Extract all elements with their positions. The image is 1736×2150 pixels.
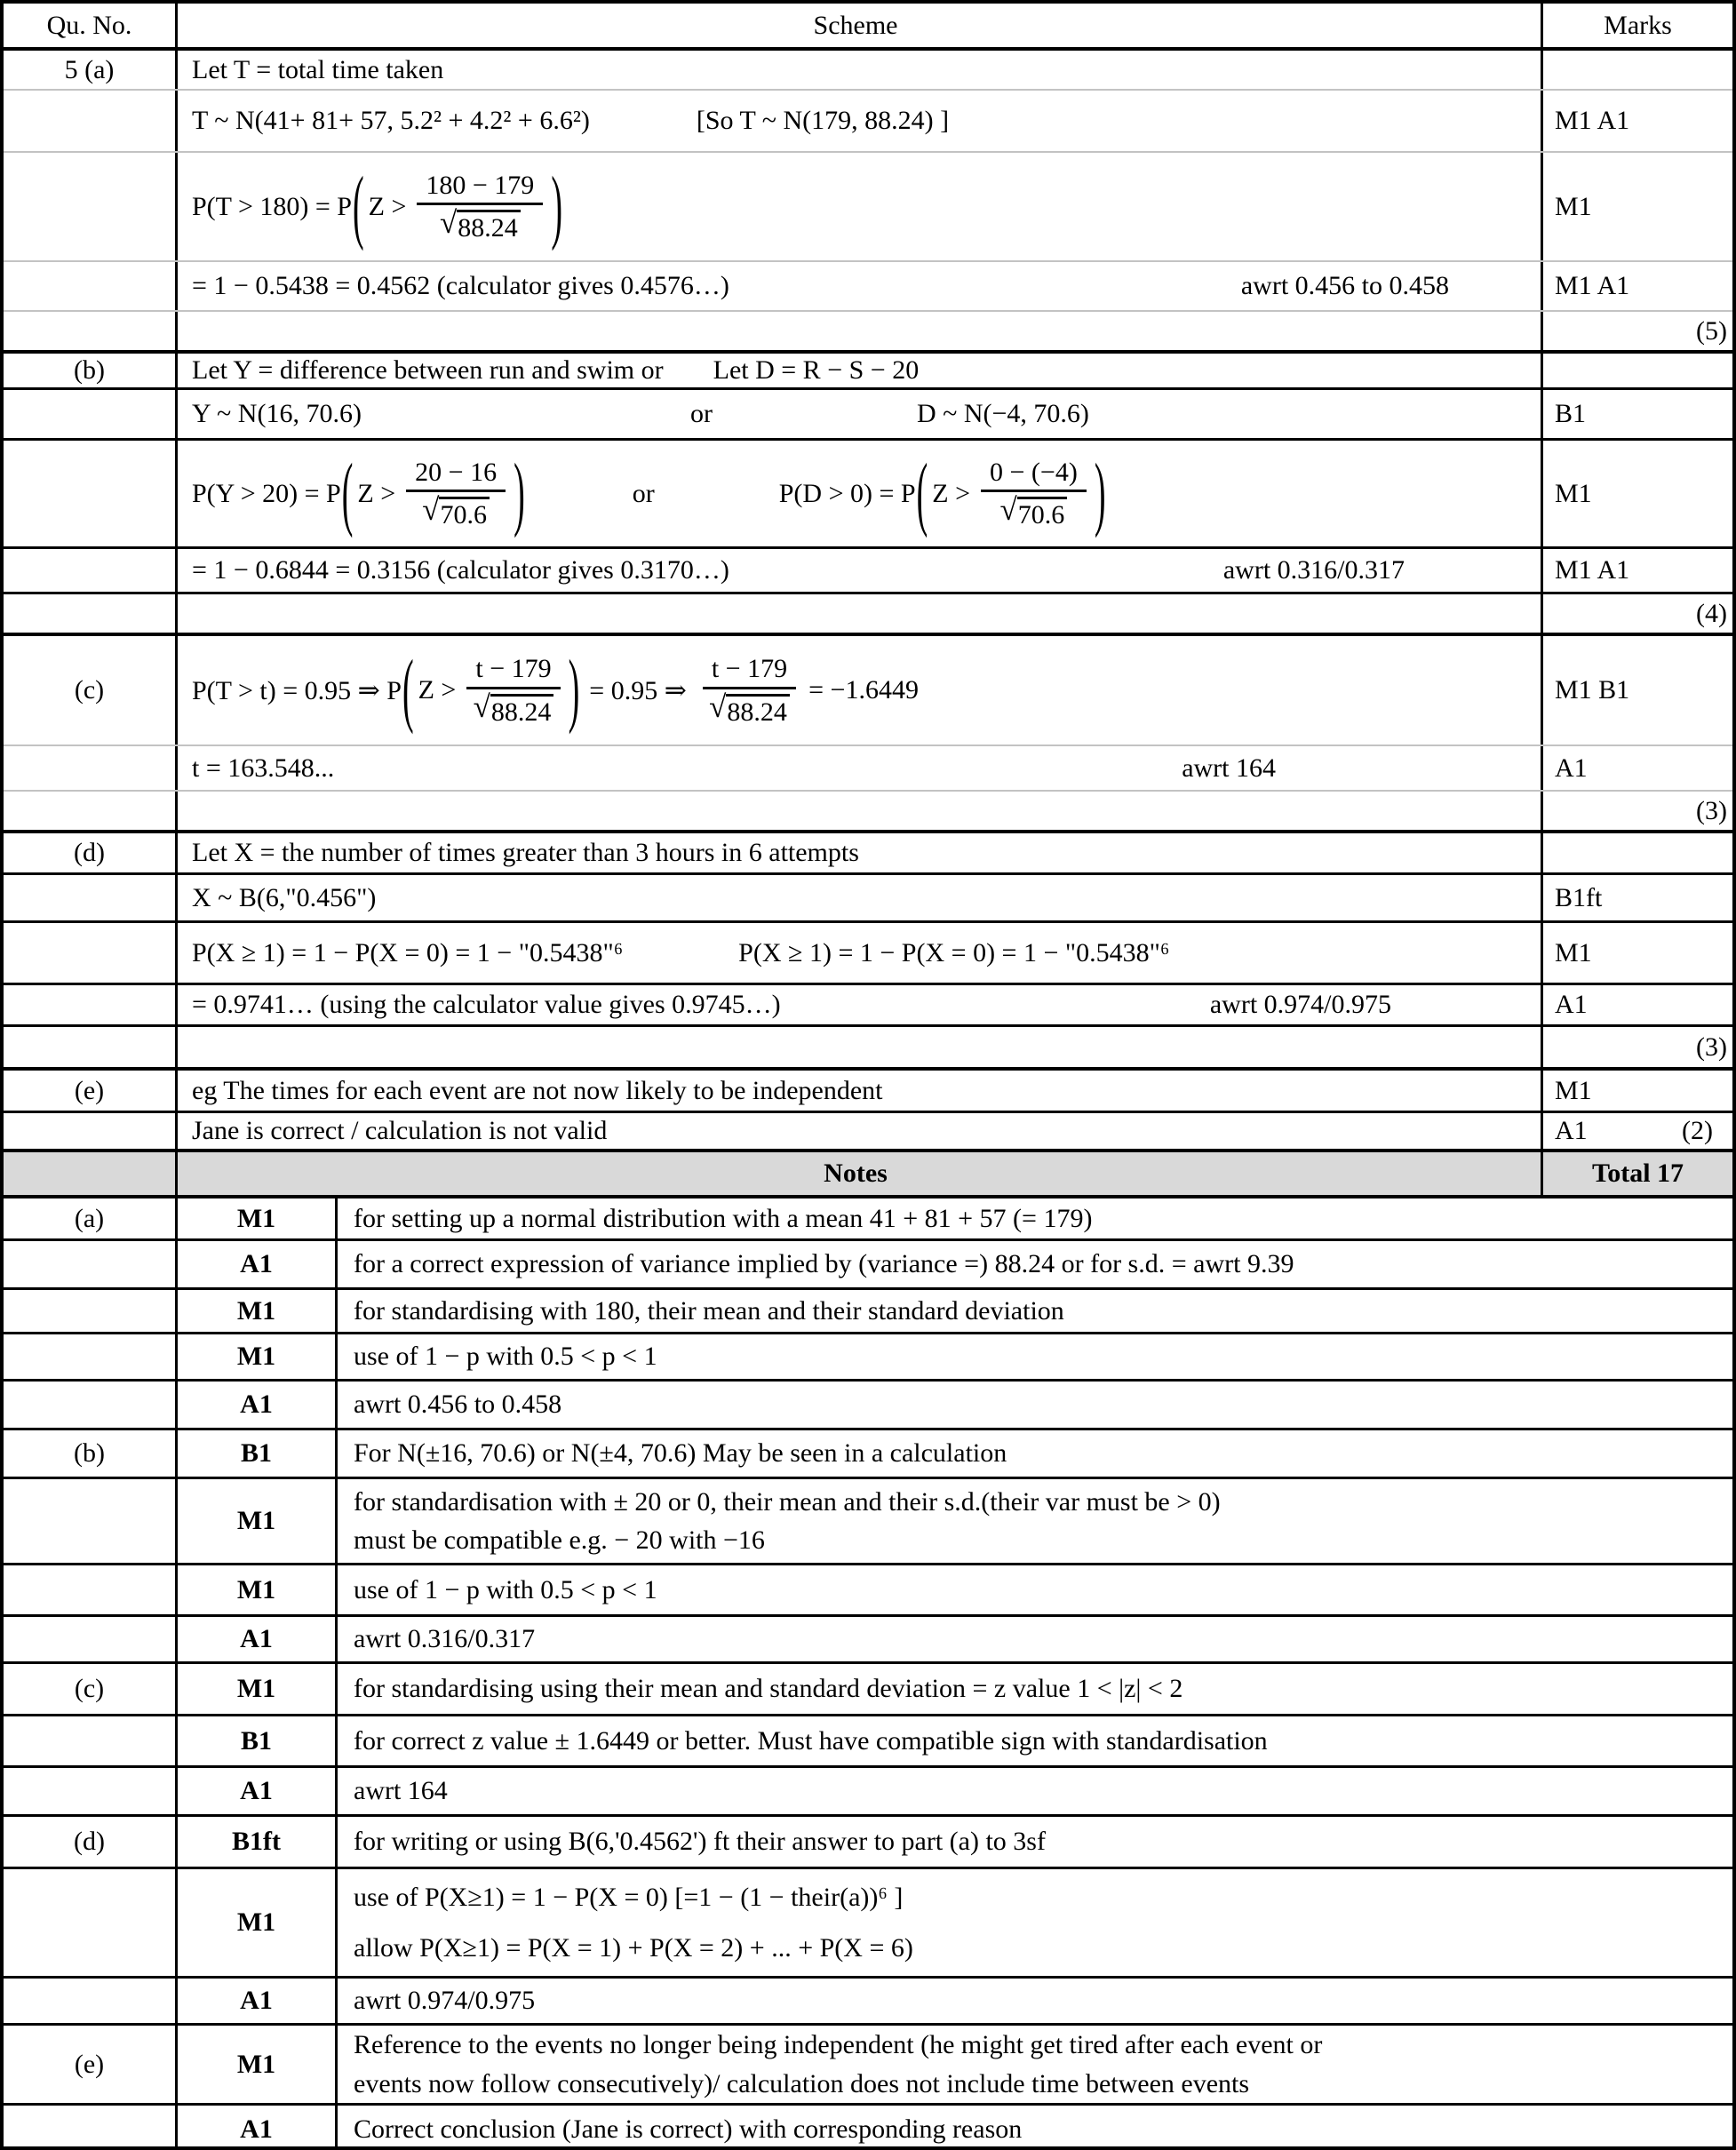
sqrt-icon: √ xyxy=(422,492,440,527)
note-qu-c: (c) xyxy=(4,1664,178,1714)
radicand: 88.24 xyxy=(726,694,790,727)
row-d-result xyxy=(4,983,1732,1024)
row-d-define xyxy=(4,830,1732,872)
define-y: Let Y = difference between run and swim or xyxy=(192,355,664,385)
fraction-numerator: t − 179 xyxy=(703,655,796,689)
awrt-note: awrt 0.456 to 0.458 xyxy=(1240,271,1449,300)
note-text: for correct z value ± 1.6449 or better. Must have compatible sign with standardisation xyxy=(354,1725,1268,1756)
note-row xyxy=(4,1287,1732,1332)
qu-label-empty xyxy=(4,746,178,790)
fraction-numerator: 0 − (−4) xyxy=(981,458,1087,493)
note-text: for writing or using B(6,'0.4562') ft their answer to part (a) to 3sf xyxy=(354,1827,1046,1857)
note-qu xyxy=(4,1241,178,1287)
distribution-expression: T ~ N(41+ 81+ 57, 5.2² + 4.2² + 6.6²) xyxy=(192,106,590,135)
note-qu-e: (e) xyxy=(4,2026,178,2103)
note-row xyxy=(4,1563,1732,1614)
note-text-cell xyxy=(338,1817,1732,1867)
awrt-note: awrt 0.316/0.317 xyxy=(1222,555,1405,585)
qu-label-empty xyxy=(4,262,178,310)
sqrt-icon: √ xyxy=(439,205,458,240)
note-code: M1 xyxy=(178,1290,338,1332)
scheme-text: Jane is correct / calculation is not valid xyxy=(178,1113,1543,1149)
scheme-formula xyxy=(178,923,1543,983)
note-code: B1ft xyxy=(178,1817,338,1867)
marks-value: M1 A1 xyxy=(1555,555,1630,585)
result-expression: = 1 − 0.6844 = 0.3156 (calculator gives 0.3170…) xyxy=(192,555,729,585)
dist-d: D ~ N(−4, 70.6) xyxy=(916,399,1089,428)
qu-label-empty xyxy=(4,1027,178,1067)
row-e-conclusion xyxy=(4,1111,1732,1149)
note-text: Reference to the events no longer being independent (he might get tired after each event or xyxy=(354,2030,1323,2059)
note-code: M1 xyxy=(178,1198,338,1238)
row-b-standardise xyxy=(4,438,1732,546)
scheme-result xyxy=(178,985,1543,1024)
note-text-cell xyxy=(338,1382,1732,1428)
note-text-cell xyxy=(338,1290,1732,1332)
qu-label-empty xyxy=(4,91,178,151)
note-text-line2: must be compatible e.g. − 20 with −16 xyxy=(354,1525,765,1555)
marks-value: A1 xyxy=(1555,990,1588,1019)
note-text: awrt 164 xyxy=(354,1776,448,1806)
scheme-empty xyxy=(178,1027,1543,1067)
note-text-cell xyxy=(338,2026,1732,2103)
scheme-text xyxy=(178,354,1543,387)
marks-value: M1 A1 xyxy=(1555,106,1630,135)
note-qu xyxy=(4,1479,178,1563)
note-qu xyxy=(4,1617,178,1661)
dist-y: Y ~ N(16, 70.6) xyxy=(192,399,362,428)
prob-d-prefix: P(D > 0) = P xyxy=(778,478,916,508)
note-code: M1 xyxy=(178,1479,338,1563)
awrt-note: awrt 0.974/0.975 xyxy=(1209,990,1391,1019)
row-d-probability xyxy=(4,920,1732,983)
z-greater: Z > xyxy=(357,478,396,508)
note-row xyxy=(4,1477,1732,1563)
fraction-numerator: 180 − 179 xyxy=(417,171,543,206)
left-paren: ( xyxy=(341,448,354,539)
scheme-formula xyxy=(178,441,1543,546)
note-code: A1 xyxy=(178,1382,338,1428)
note-text: for standardisation with ± 20 or 0, their mean and their s.d.(their var must be > 0) xyxy=(354,1486,1221,1517)
fraction-denominator xyxy=(474,689,554,727)
qu-label-empty xyxy=(4,985,178,1024)
marks-value: B1ft xyxy=(1555,882,1603,912)
qu-label-empty xyxy=(4,441,178,546)
eq-mid: = 0.95 ⇒ xyxy=(589,675,687,705)
scheme-empty xyxy=(178,312,1543,350)
note-row xyxy=(4,1379,1732,1428)
note-code: M1 xyxy=(178,1869,338,1976)
subtotal-marks: (5) xyxy=(1696,315,1727,346)
marks-value xyxy=(1543,833,1732,872)
row-d-subtotal xyxy=(4,1024,1732,1067)
row-b-distribution xyxy=(4,387,1732,438)
row-a-define xyxy=(4,47,1732,89)
note-qu-b: (b) xyxy=(4,1430,178,1477)
row-a-subtotal xyxy=(4,310,1732,350)
note-row xyxy=(4,1195,1732,1238)
qu-label-d: (d) xyxy=(4,833,178,872)
left-paren: ( xyxy=(916,448,928,539)
z-greater: Z > xyxy=(932,478,970,508)
note-code: A1 xyxy=(178,1617,338,1661)
scheme-result xyxy=(178,262,1543,310)
note-row xyxy=(4,1238,1732,1287)
scheme-formula xyxy=(178,91,1543,151)
prob-expression-2: P(X ≥ 1) = 1 − P(X = 0) = 1 − "0.5438"⁶ xyxy=(738,937,1170,968)
marks-value: M1 xyxy=(1555,937,1592,968)
left-paren: ( xyxy=(352,161,364,252)
eq-prefix: P(T > t) = 0.95 ⇒ P xyxy=(192,675,402,705)
note-text: use of 1 − p with 0.5 < p < 1 xyxy=(354,1574,657,1605)
row-b-result xyxy=(4,546,1732,592)
marks-value: A1 xyxy=(1555,752,1588,783)
note-code: M1 xyxy=(178,1664,338,1714)
note-text-cell xyxy=(338,1617,1732,1661)
radicand: 70.6 xyxy=(1017,497,1068,530)
note-qu xyxy=(4,1716,178,1765)
scheme-text: eg The times for each event are not now likely to be independent xyxy=(178,1071,1543,1111)
note-qu xyxy=(4,1334,178,1379)
right-paren: ) xyxy=(514,448,525,539)
row-c-subtotal xyxy=(4,790,1732,830)
qu-label-empty xyxy=(4,312,178,350)
note-text-cell xyxy=(338,1430,1732,1477)
total-marks: Total 17 xyxy=(1543,1152,1732,1195)
note-text-cell xyxy=(338,1479,1732,1563)
note-text: For N(±16, 70.6) or N(±4, 70.6) May be seen in a calculation xyxy=(354,1438,1007,1469)
fraction xyxy=(981,458,1087,530)
scheme-formula xyxy=(178,390,1543,438)
qu-label-empty xyxy=(4,1152,178,1195)
note-row xyxy=(4,1428,1732,1477)
note-code: M1 xyxy=(178,1334,338,1379)
qu-label-5a: 5 (a) xyxy=(4,51,178,89)
fraction-denominator xyxy=(1000,492,1068,530)
note-qu xyxy=(4,1979,178,2023)
note-text: use of 1 − p with 0.5 < p < 1 xyxy=(354,1342,657,1372)
note-text-cell xyxy=(338,1198,1732,1238)
note-row xyxy=(4,1867,1732,1976)
subtotal-marks: (3) xyxy=(1696,795,1727,825)
prob-expression-1: P(X ≥ 1) = 1 − P(X = 0) = 1 − "0.5438"⁶ xyxy=(192,937,624,968)
note-row xyxy=(4,1614,1732,1661)
scheme-formula: X ~ B(6,"0.456") xyxy=(178,875,1543,920)
fraction-denominator xyxy=(709,689,790,727)
note-text-cell xyxy=(338,1716,1732,1765)
qu-label-empty xyxy=(4,549,178,592)
fraction-numerator: 20 − 16 xyxy=(406,458,506,493)
note-text: Correct conclusion (Jane is correct) with corresponding reason xyxy=(354,2114,1023,2145)
fraction xyxy=(417,171,543,243)
note-text-line2: events now follow consecutively)/ calculation does not include time between events xyxy=(354,2068,1250,2098)
note-text-cell xyxy=(338,2106,1732,2150)
row-b-define xyxy=(4,350,1732,387)
row-c-result xyxy=(4,745,1732,790)
fraction-numerator: t − 179 xyxy=(466,655,560,689)
note-qu xyxy=(4,1869,178,1976)
marks-value: M1 xyxy=(1555,191,1592,221)
note-text-line2: allow P(X≥1) = P(X = 1) + P(X = 2) + ... + P(X = 6) xyxy=(354,1933,913,1963)
distribution-note: [So T ~ N(179, 88.24) ] xyxy=(696,106,950,135)
qu-label-empty xyxy=(4,792,178,830)
note-text-cell xyxy=(338,1768,1732,1814)
marks-value: M1 xyxy=(1555,478,1592,508)
qu-label-empty xyxy=(4,923,178,983)
qu-label-b: (b) xyxy=(4,354,178,387)
z-greater: Z > xyxy=(418,675,457,705)
awrt-note: awrt 164 xyxy=(1182,752,1276,783)
note-row xyxy=(4,1661,1732,1714)
notes-header-row xyxy=(4,1149,1732,1195)
result-expression: = 0.9741… (using the calculator value gives 0.9745…) xyxy=(192,990,781,1019)
note-text-cell xyxy=(338,1565,1732,1614)
fraction xyxy=(406,458,506,530)
notes-title: Notes xyxy=(178,1152,1543,1195)
note-qu xyxy=(4,1382,178,1428)
subtotal-marks: (3) xyxy=(1696,1031,1727,1062)
right-paren: ) xyxy=(1094,448,1106,539)
prob-prefix: P(T > 180) = P xyxy=(192,191,352,221)
note-row xyxy=(4,1814,1732,1867)
note-text-cell xyxy=(338,1241,1732,1287)
header-marks: Marks xyxy=(1604,10,1672,40)
row-e-reason xyxy=(4,1067,1732,1111)
note-row xyxy=(4,1765,1732,1814)
marks-value: B1 xyxy=(1555,399,1587,428)
note-text: for standardising using their mean and standard deviation = z value 1 < |z| < 2 xyxy=(354,1674,1183,1704)
note-text: awrt 0.456 to 0.458 xyxy=(354,1390,562,1420)
or-text: or xyxy=(689,399,713,428)
sqrt-icon: √ xyxy=(999,492,1017,527)
fraction xyxy=(703,655,796,726)
row-d-distribution xyxy=(4,872,1732,920)
right-paren: ) xyxy=(551,161,562,252)
prob-y-prefix: P(Y > 20) = P xyxy=(192,478,341,508)
marks-value: M1 A1 xyxy=(1555,271,1630,300)
note-text: awrt 0.974/0.975 xyxy=(354,1986,536,2016)
note-text: use of P(X≥1) = 1 − P(X = 0) [=1 − (1 − their(a))⁶ ] xyxy=(354,1882,904,1912)
row-c-standardise xyxy=(4,633,1732,745)
note-code: B1 xyxy=(178,1716,338,1765)
note-code: A1 xyxy=(178,2106,338,2150)
qu-label-empty xyxy=(4,1113,178,1149)
marks-value xyxy=(1543,354,1732,387)
row-a-result xyxy=(4,260,1732,310)
note-code: M1 xyxy=(178,2026,338,2103)
note-qu xyxy=(4,1565,178,1614)
note-text: for setting up a normal distribution with a mean 41 + 81 + 57 (= 179) xyxy=(354,1203,1093,1233)
mark-code: A1 xyxy=(1555,1116,1588,1145)
note-row xyxy=(4,2103,1732,2150)
note-code: M1 xyxy=(178,1565,338,1614)
fraction-denominator xyxy=(422,492,490,530)
qu-label-empty xyxy=(4,594,178,633)
subtotal-marks: (2) xyxy=(1682,1116,1713,1145)
scheme-empty xyxy=(178,792,1543,830)
note-qu xyxy=(4,1290,178,1332)
result-expression: = 1 − 0.5438 = 0.4562 (calculator gives 0.4576…) xyxy=(192,271,729,300)
note-code: B1 xyxy=(178,1430,338,1477)
note-code: A1 xyxy=(178,1241,338,1287)
radicand: 88.24 xyxy=(490,694,554,727)
marks-value xyxy=(1543,1113,1732,1149)
header-qu-no: Qu. No. xyxy=(4,4,178,47)
note-row xyxy=(4,1976,1732,2023)
note-text: awrt 0.316/0.317 xyxy=(354,1624,536,1654)
qu-label-empty xyxy=(4,153,178,260)
note-code: A1 xyxy=(178,1768,338,1814)
marks-value xyxy=(1543,51,1732,89)
fraction xyxy=(466,655,560,726)
radicand: 70.6 xyxy=(439,497,490,530)
fraction-denominator xyxy=(440,205,521,243)
scheme-empty xyxy=(178,594,1543,633)
qu-label-c: (c) xyxy=(4,636,178,745)
row-a-standardise xyxy=(4,151,1732,260)
result-expression: t = 163.548... xyxy=(192,752,335,783)
marks-value: M1 xyxy=(1555,1075,1592,1105)
note-text-cell xyxy=(338,1334,1732,1379)
note-text-cell xyxy=(338,1664,1732,1714)
marks-value: M1 B1 xyxy=(1555,675,1630,705)
row-a-distribution xyxy=(4,89,1732,151)
qu-label-e: (e) xyxy=(4,1071,178,1111)
note-qu-a: (a) xyxy=(4,1198,178,1238)
note-row xyxy=(4,1332,1732,1379)
note-text: for a correct expression of variance implied by (variance =) 88.24 or for s.d. = awrt 9.39 xyxy=(354,1249,1294,1279)
eq-end: = −1.6449 xyxy=(808,675,919,705)
qu-label-empty xyxy=(4,390,178,438)
sqrt-icon: √ xyxy=(473,689,490,724)
note-text-cell xyxy=(338,1869,1732,1976)
note-row xyxy=(4,1714,1732,1765)
note-text-cell xyxy=(338,1979,1732,2023)
z-greater: Z > xyxy=(368,191,407,221)
scheme-formula xyxy=(178,153,1543,260)
subtotal-marks: (4) xyxy=(1696,598,1727,628)
sqrt-icon: √ xyxy=(709,689,727,724)
left-paren: ( xyxy=(402,644,414,737)
table-header-row xyxy=(4,4,1732,47)
qu-label-empty xyxy=(4,875,178,920)
radicand: 88.24 xyxy=(457,210,521,243)
right-paren: ) xyxy=(568,644,580,737)
note-qu xyxy=(4,1768,178,1814)
row-b-subtotal xyxy=(4,592,1732,633)
scheme-formula xyxy=(178,636,1543,745)
scheme-result xyxy=(178,549,1543,592)
header-scheme: Scheme xyxy=(178,4,1543,47)
scheme-result xyxy=(178,746,1543,790)
note-qu xyxy=(4,2106,178,2150)
note-row xyxy=(4,2023,1732,2103)
scheme-text: Let T = total time taken xyxy=(178,51,1543,89)
note-qu-d: (d) xyxy=(4,1817,178,1867)
scheme-text: Let X = the number of times greater than 3 hours in 6 attempts xyxy=(178,833,1543,872)
or-text: or xyxy=(632,478,655,508)
note-text: for standardising with 180, their mean and their standard deviation xyxy=(354,1295,1064,1326)
note-code: A1 xyxy=(178,1979,338,2023)
define-d: Let D = R − S − 20 xyxy=(713,355,920,385)
